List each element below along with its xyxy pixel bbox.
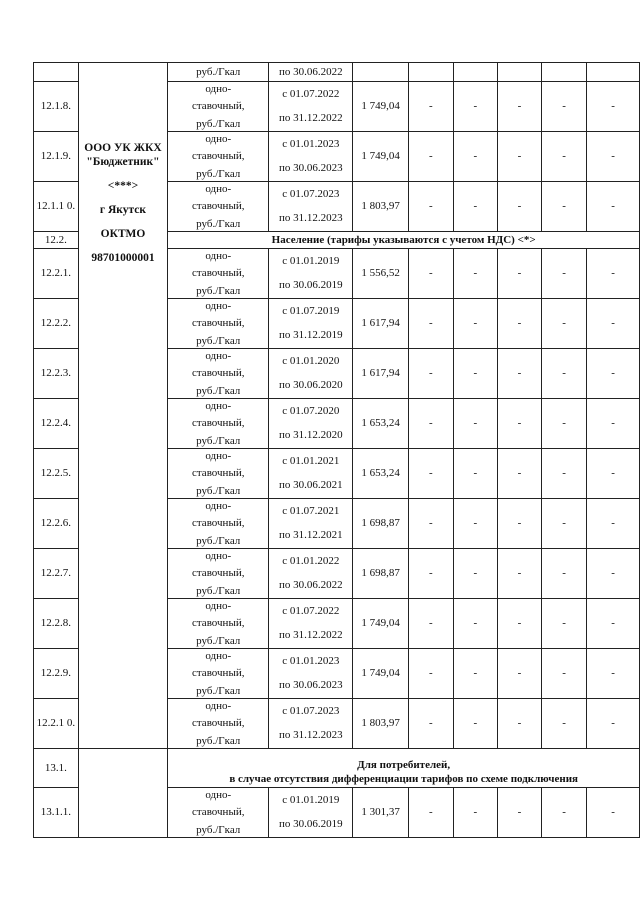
period xyxy=(269,499,353,549)
tariff-type-line2: ставочный, xyxy=(191,200,245,212)
empty-value-dash: - xyxy=(587,399,640,449)
tariff-unit: руб./Гкал xyxy=(196,384,241,397)
section-number: 12.2. xyxy=(34,232,79,249)
tariff-type xyxy=(168,82,269,132)
tariff-type-line1: одно- xyxy=(205,599,232,612)
empty-value-dash: - xyxy=(497,182,541,232)
row-number: 12.2.5. xyxy=(34,449,79,499)
period-end: по 30.06.2021 xyxy=(278,479,343,491)
period xyxy=(269,599,353,649)
tariff-type-line1: одно- xyxy=(205,82,232,95)
empty-value-dash: - xyxy=(453,599,497,649)
empty-value-dash: - xyxy=(542,549,587,599)
tariff-unit: руб./Гкал xyxy=(196,734,241,747)
tariff-type xyxy=(168,599,269,649)
empty-value-dash: - xyxy=(453,649,497,699)
period-stack xyxy=(269,700,352,748)
period-start: с 01.07.2020 xyxy=(282,405,340,417)
period-stack xyxy=(269,250,352,298)
tariff-unit: руб./Гкал xyxy=(196,167,241,180)
tariff-type-line1: одно- xyxy=(205,399,232,412)
empty-value-dash: - xyxy=(497,449,541,499)
tariff-type-line1: одно- xyxy=(205,699,232,712)
tariff-type-line2: ставочный, xyxy=(191,806,245,818)
empty-value-dash: - xyxy=(408,699,453,749)
period xyxy=(269,182,353,232)
tariff-unit: руб./Гкал xyxy=(196,117,241,130)
period-start: с 01.07.2022 xyxy=(282,88,340,100)
oktmo-label: ОКТМО xyxy=(100,228,146,240)
empty-value-dash: - xyxy=(408,82,453,132)
empty-value-dash: - xyxy=(542,788,587,838)
period-start: с 01.01.2023 xyxy=(282,138,340,150)
empty-value-dash: - xyxy=(542,449,587,499)
period-stack xyxy=(269,450,352,498)
empty-value-dash: - xyxy=(587,182,640,232)
tariff-type-line2: ставочный, xyxy=(191,517,245,529)
period xyxy=(269,449,353,499)
tariff-type-line2: ставочный, xyxy=(191,100,245,112)
section-number: 13.1. xyxy=(34,749,79,788)
tariff-type-line2: ставочный, xyxy=(191,567,245,579)
period-stack xyxy=(269,500,352,548)
period-stack xyxy=(269,600,352,648)
tariff-type-stack xyxy=(168,133,268,181)
empty-value-dash: - xyxy=(587,449,640,499)
tariff-unit: руб./Гкал xyxy=(196,584,241,597)
tariff-type xyxy=(168,499,269,549)
empty-value-dash: - xyxy=(453,399,497,449)
tariff-value: 1 749,04 xyxy=(353,599,408,649)
empty-value-dash: - xyxy=(587,132,640,182)
tariff-value: 1 698,87 xyxy=(353,549,408,599)
tariff-unit: руб./Гкал xyxy=(196,534,241,547)
section-title-line2: в случае отсутствия дифференциации тарифов по схеме подключения xyxy=(168,772,640,788)
empty-value-dash: - xyxy=(497,349,541,399)
tariff-type-stack xyxy=(168,400,268,448)
period-end: по 31.12.2020 xyxy=(278,429,343,441)
empty-value-dash: - xyxy=(587,349,640,399)
empty-value-dash: - xyxy=(497,699,541,749)
organization-marker: <***> xyxy=(107,180,139,192)
period xyxy=(269,349,353,399)
tariff-type xyxy=(168,549,269,599)
period-stack xyxy=(269,550,352,598)
empty-value-dash: - xyxy=(497,599,541,649)
period-end: по 30.06.2020 xyxy=(278,379,343,391)
tariff-type-stack xyxy=(168,700,268,748)
empty-value-dash: - xyxy=(408,349,453,399)
tariff-type-line2: ставочный, xyxy=(191,667,245,679)
empty-value-dash: - xyxy=(497,132,541,182)
tariff-type-stack xyxy=(168,600,268,648)
empty-value-dash: - xyxy=(453,349,497,399)
empty-value-dash: - xyxy=(542,82,587,132)
tariff-type-line1: одно- xyxy=(205,349,232,362)
row-number: 12.2.3. xyxy=(34,349,79,399)
tariff-type-line2: ставочный, xyxy=(191,150,245,162)
empty-value-dash: - xyxy=(542,499,587,549)
table-row xyxy=(34,63,640,82)
period-end: по 31.12.2022 xyxy=(278,112,343,124)
empty-value-dash: - xyxy=(542,132,587,182)
tariff-value: 1 556,52 xyxy=(353,249,408,299)
empty-value-dash: - xyxy=(587,599,640,649)
tariff-unit: руб./Гкал xyxy=(196,634,241,647)
empty-value-dash: - xyxy=(408,499,453,549)
empty-value-dash: - xyxy=(497,399,541,449)
period-stack xyxy=(269,789,352,837)
period-start: с 01.01.2022 xyxy=(282,555,340,567)
empty-value-dash: - xyxy=(497,299,541,349)
period-end: по 31.12.2021 xyxy=(278,529,343,541)
empty-value-dash: - xyxy=(408,788,453,838)
tariff-type-stack xyxy=(168,550,268,598)
empty-value-dash: - xyxy=(497,649,541,699)
tariff-type-line1: одно- xyxy=(205,549,232,562)
tariff-type xyxy=(168,449,269,499)
tariff-value: 1 617,94 xyxy=(353,349,408,399)
empty-cell xyxy=(408,63,453,82)
tariff-unit: руб./Гкал xyxy=(196,434,241,447)
empty-cell xyxy=(542,63,587,82)
period-end: по 31.12.2019 xyxy=(278,329,343,341)
tariff-type-stack xyxy=(168,650,268,698)
tariff-type-line2: ставочный, xyxy=(191,467,245,479)
organization-city: г Якутск xyxy=(99,204,147,216)
period xyxy=(269,699,353,749)
spacer xyxy=(79,193,168,203)
row-number: 12.2.2. xyxy=(34,299,79,349)
empty-value-dash: - xyxy=(542,399,587,449)
period-stack xyxy=(269,133,352,181)
tariff-type-line2: ставочный, xyxy=(191,367,245,379)
row-number: 12.1.9. xyxy=(34,132,79,182)
period xyxy=(269,649,353,699)
tariff-type-line2: ставочный, xyxy=(191,617,245,629)
empty-value-dash: - xyxy=(587,499,640,549)
tariff-type-line2: ставочный, xyxy=(191,717,245,729)
empty-value-dash: - xyxy=(453,182,497,232)
empty-value-dash: - xyxy=(587,249,640,299)
empty-value-dash: - xyxy=(542,249,587,299)
row-number xyxy=(34,63,79,82)
empty-value-dash: - xyxy=(453,549,497,599)
tariff-type-line2: ставочный, xyxy=(191,267,245,279)
tariff-type-line1: одно- xyxy=(205,449,232,462)
tariff-value: 1 653,24 xyxy=(353,399,408,449)
tariff-type-stack xyxy=(168,500,268,548)
tariff-type xyxy=(168,249,269,299)
empty-value-dash: - xyxy=(453,299,497,349)
empty-value-dash: - xyxy=(497,82,541,132)
tariff-type xyxy=(168,182,269,232)
tariff-type xyxy=(168,788,269,838)
empty-value-dash: - xyxy=(542,649,587,699)
period-start: с 01.01.2020 xyxy=(282,355,340,367)
period-stack xyxy=(269,650,352,698)
tariff-unit: руб./Гкал xyxy=(196,484,241,497)
tariff-value: 1 749,04 xyxy=(353,82,408,132)
spacer xyxy=(79,169,168,179)
tariff-type-line1: одно- xyxy=(205,132,232,145)
empty-value-dash: - xyxy=(587,788,640,838)
tariff-unit: руб./Гкал xyxy=(196,284,241,297)
spacer xyxy=(79,217,168,227)
tariff-type-stack xyxy=(168,250,268,298)
empty-value-dash: - xyxy=(408,399,453,449)
period-start: с 01.01.2019 xyxy=(282,255,340,267)
period-end: по 30.06.2023 xyxy=(278,162,343,174)
tariff-type-stack xyxy=(168,183,268,231)
period-start: с 01.07.2022 xyxy=(282,605,340,617)
tariff-type xyxy=(168,349,269,399)
section-header-row xyxy=(34,749,640,772)
empty-value-dash: - xyxy=(587,699,640,749)
tariff-value: 1 698,87 xyxy=(353,499,408,549)
empty-value-dash: - xyxy=(408,299,453,349)
period-start: с 01.07.2023 xyxy=(282,705,340,717)
row-number: 12.2.1 0. xyxy=(34,699,79,749)
tariff-type-line1: одно- xyxy=(205,499,232,512)
row-number: 12.2.1. xyxy=(34,249,79,299)
period-start: с 01.01.2023 xyxy=(282,655,340,667)
tariff-value: 1 301,37 xyxy=(353,788,408,838)
tariff-type-line1: одно- xyxy=(205,788,232,801)
organization-info xyxy=(79,63,168,265)
period-stack xyxy=(269,300,352,348)
tariff-value: 1 803,97 xyxy=(353,182,408,232)
empty-value-dash: - xyxy=(587,299,640,349)
tariff-type-stack xyxy=(168,83,268,131)
period-start: с 01.07.2019 xyxy=(282,305,340,317)
row-number: 12.2.6. xyxy=(34,499,79,549)
empty-value-dash: - xyxy=(453,788,497,838)
period-end: по 30.06.2022 xyxy=(278,579,343,591)
tariff-type xyxy=(168,649,269,699)
row-number: 12.2.4. xyxy=(34,399,79,449)
tariff-type xyxy=(168,399,269,449)
period-end: по 30.06.2022 xyxy=(269,63,353,82)
tariff-type-line1: одно- xyxy=(205,299,232,312)
section-title-line1: Для потребителей, xyxy=(168,749,640,772)
empty-value-dash: - xyxy=(408,249,453,299)
empty-value-dash: - xyxy=(408,649,453,699)
period xyxy=(269,399,353,449)
empty-value-dash: - xyxy=(453,699,497,749)
empty-value-dash: - xyxy=(587,82,640,132)
period xyxy=(269,299,353,349)
tariff-table xyxy=(33,62,640,838)
tariff-unit: руб./Гкал xyxy=(196,823,241,836)
tariff-value: 1 803,97 xyxy=(353,699,408,749)
tariff-value: 1 617,94 xyxy=(353,299,408,349)
tariff-type-stack xyxy=(168,350,268,398)
empty-cell xyxy=(497,63,541,82)
empty-value-dash: - xyxy=(453,249,497,299)
empty-value-dash: - xyxy=(408,449,453,499)
period xyxy=(269,249,353,299)
tariff-type xyxy=(168,699,269,749)
tariff-type-line1: одно- xyxy=(205,249,232,262)
empty-value-dash: - xyxy=(542,349,587,399)
tariff-type xyxy=(168,132,269,182)
tariff-value: 1 749,04 xyxy=(353,649,408,699)
empty-value-dash: - xyxy=(542,599,587,649)
empty-value-dash: - xyxy=(408,132,453,182)
oktmo-code: 98701000001 xyxy=(91,252,155,264)
empty-value-dash: - xyxy=(453,82,497,132)
tariff-type-stack xyxy=(168,450,268,498)
tariff-value: 1 749,04 xyxy=(353,132,408,182)
empty-value-dash: - xyxy=(497,499,541,549)
organization-name: ООО УК ЖКХ xyxy=(84,142,162,154)
organization-name-quoted: "Бюджетник" xyxy=(86,156,160,168)
section-title: Население (тарифы указываются с учетом НДС) <*> xyxy=(168,232,640,249)
empty-value-dash: - xyxy=(587,649,640,699)
period-end: по 31.12.2023 xyxy=(278,729,343,741)
empty-value-dash: - xyxy=(542,299,587,349)
tariff-type-line1: одно- xyxy=(205,182,232,195)
period-end: по 30.06.2023 xyxy=(278,679,343,691)
tariff-type-line1: одно- xyxy=(205,649,232,662)
tariff-type-stack xyxy=(168,789,268,837)
period-start: с 01.07.2023 xyxy=(282,188,340,200)
empty-value-dash: - xyxy=(408,599,453,649)
empty-value-dash: - xyxy=(542,699,587,749)
period-start: с 01.01.2021 xyxy=(282,455,340,467)
empty-cell xyxy=(587,63,640,82)
organization-cell xyxy=(78,63,168,749)
period xyxy=(269,82,353,132)
period xyxy=(269,788,353,838)
period-stack xyxy=(269,350,352,398)
row-number: 12.2.8. xyxy=(34,599,79,649)
period-stack xyxy=(269,83,352,131)
empty-value-dash: - xyxy=(497,249,541,299)
tariff-value xyxy=(353,63,408,82)
empty-value-dash: - xyxy=(408,549,453,599)
tariff-type-stack xyxy=(168,300,268,348)
tariff-unit: руб./Гкал xyxy=(196,217,241,230)
period-end: по 30.06.2019 xyxy=(278,279,343,291)
empty-value-dash: - xyxy=(408,182,453,232)
row-number: 13.1.1. xyxy=(34,788,79,838)
period xyxy=(269,549,353,599)
spacer xyxy=(79,241,168,251)
empty-value-dash: - xyxy=(497,788,541,838)
tariff-type-line2: ставочный, xyxy=(191,317,245,329)
row-number: 12.2.7. xyxy=(34,549,79,599)
period-end: по 30.06.2019 xyxy=(278,818,343,830)
empty-cell xyxy=(453,63,497,82)
period xyxy=(269,132,353,182)
empty-value-dash: - xyxy=(453,499,497,549)
tariff-type-line2: ставочный, xyxy=(191,417,245,429)
period-stack xyxy=(269,183,352,231)
tariff-unit: руб./Гкал xyxy=(196,334,241,347)
period-start: с 01.07.2021 xyxy=(282,505,340,517)
empty-value-dash: - xyxy=(542,182,587,232)
tariff-value: 1 653,24 xyxy=(353,449,408,499)
tariff-unit: руб./Гкал xyxy=(196,684,241,697)
empty-value-dash: - xyxy=(453,449,497,499)
row-number: 12.1.1 0. xyxy=(34,182,79,232)
period-end: по 31.12.2022 xyxy=(278,629,343,641)
empty-value-dash: - xyxy=(453,132,497,182)
row-number: 12.2.9. xyxy=(34,649,79,699)
tariff-type xyxy=(168,299,269,349)
period-end: по 31.12.2023 xyxy=(278,212,343,224)
period-stack xyxy=(269,400,352,448)
tariff-unit: руб./Гкал xyxy=(168,63,269,82)
empty-value-dash: - xyxy=(497,549,541,599)
row-number: 12.1.8. xyxy=(34,82,79,132)
organization-cell-empty xyxy=(78,749,168,838)
period-start: с 01.01.2019 xyxy=(282,794,340,806)
empty-value-dash: - xyxy=(587,549,640,599)
